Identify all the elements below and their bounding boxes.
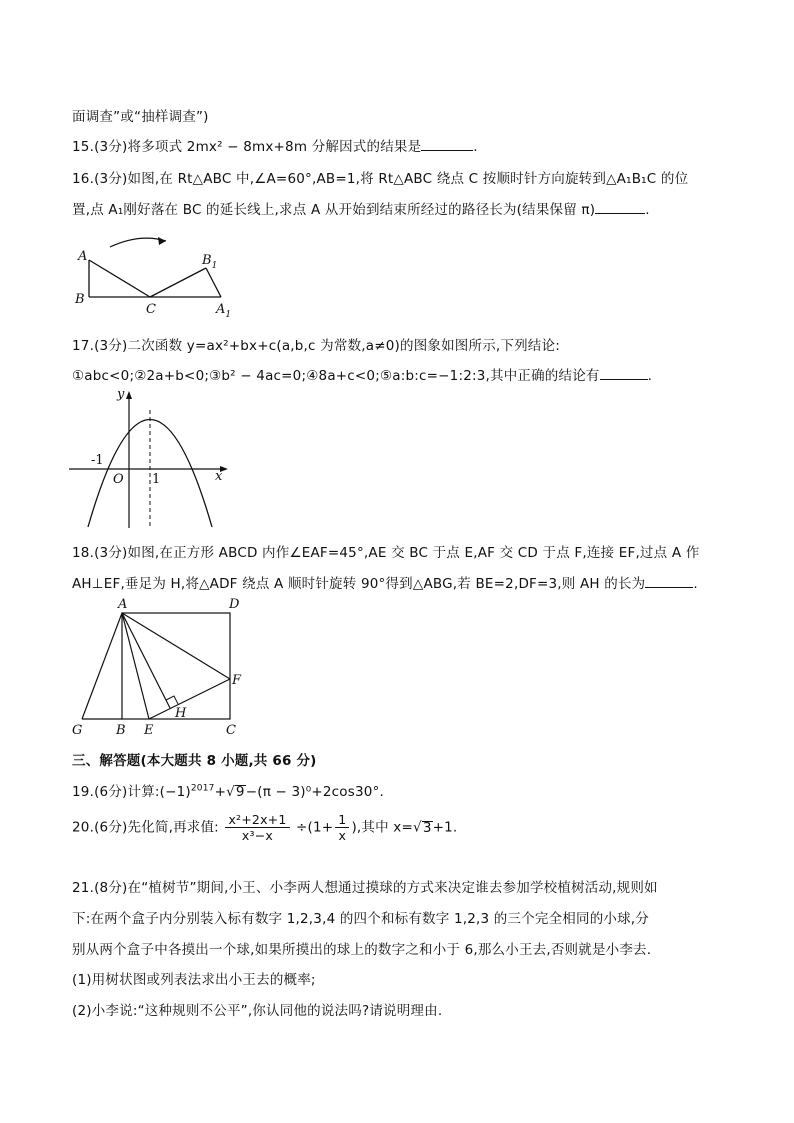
question-21-sub1: (1)用树状图或列表法求出小王去的概率; <box>72 972 316 988</box>
answer-blank <box>600 365 648 380</box>
question-21-line1: 21.(8分)在“植树节”期间,小王、小李两人想通过摸球的方式来决定谁去参加学校植树活动,规则如 <box>72 880 658 896</box>
question-21-line2: 下:在两个盒子内分别装入标有数字 1,2,3,4 的四个和标有数字 1,2,3 的三个完全相同的小球,分 <box>72 911 649 927</box>
question-19: 19.(6分)计算$:(-1)^{2017}+√9-(\pi - 3)^0+2\cos 30^\circ$. <box>72 783 385 800</box>
question-16-line1: 16.(3分)如图,在 Rt△ABC 中,∠A=60°,AB=1,将 Rt△ABC 绕点 C 按顺时针方向旋转到△A₁B₁C 的位 <box>72 171 689 187</box>
label-y: y <box>117 387 125 402</box>
label-B: B <box>75 292 85 307</box>
arrowhead-icon <box>158 237 166 245</box>
fraction-main: $\frac{\text{x²+2x+1}}{\text{x³−x}}$ <box>225 812 289 843</box>
label-E: E <box>144 723 154 738</box>
label-H: H <box>175 706 187 721</box>
question-21-line3: 别从两个盒子中各摸出一个球,如果所摸出的球上的数字之和小于 6,那么小王去,否则就是小李去. <box>72 942 652 958</box>
fraction-small: $\frac{1}{x}$ <box>335 812 349 843</box>
y-axis-arrow-icon <box>126 391 132 399</box>
question-16-line2: 置,点 A₁刚好落在 BC 的延长线上,求点 A 从开始到结束所经过的路径长为(结果保留 π) . <box>72 198 650 218</box>
question-18-line1: 18.(3分)如图,在正方形 ABCD 内作∠EAF=45°,AE 交 BC 于点 E,AF 交 CD 于点 F,连接 EF,过点 A 作 <box>72 545 700 561</box>
label-F: F <box>232 673 242 688</box>
answer-blank <box>595 199 645 214</box>
answer-blank <box>421 136 473 151</box>
rotation-arrow <box>110 238 166 247</box>
question-17-line1: 17.(3分)二次函数 y=ax²+bx+c(a,b,c 为常数,a≠0)的图象如图所示,下列结论: <box>72 338 560 354</box>
label-O: O <box>113 472 124 487</box>
question-21-sub2: (2)小李说:“这种规则不公平”,你认同他的说法吗?请说明理由. <box>72 1003 443 1019</box>
answer-blank <box>645 573 693 588</box>
label-G: G <box>72 723 83 738</box>
label-B1: $B_1$ <box>202 253 218 271</box>
label-C: C <box>146 302 156 317</box>
figure-18-square <box>68 595 253 740</box>
label-neg1: -1 <box>91 453 104 468</box>
figure-17-parabola <box>65 382 240 532</box>
label-C: C <box>226 723 236 738</box>
label-1: 1 <box>152 472 161 487</box>
question-20: 20.(6分)先化简,再求值: $\frac{\text{x²+2x+1}}{\text{x³−x}}$ ÷(1+ $\frac{1}{x}$ ),其中 x=√3+1. <box>72 812 458 843</box>
section-heading: 三、解答题(本大题共 8 小题,共 66 分) <box>72 753 317 769</box>
figure-16-rotation <box>70 225 250 320</box>
question-17-line2: ①abc<0;②2a+b<0;③b² − 4ac=0;④8a+c<0;⑤a:b:c=−1:2:3,其中正确的结论有 . <box>72 364 652 384</box>
label-A1: $A_1$ <box>216 302 232 320</box>
label-A: A <box>78 249 88 264</box>
square-ABCD <box>122 613 230 719</box>
question-15: 15.(3分)将多项式 2mx² − 8mx+8m 分解因式的结果是 . <box>72 135 478 155</box>
label-x: x <box>215 469 223 484</box>
label-D: D <box>229 597 240 612</box>
label-B: B <box>116 723 126 738</box>
text-line-continuation: 面调查”或“抽样调查”) <box>72 109 209 125</box>
question-18-line2: AH⊥EF,垂足为 H,将△ADF 绕点 A 顺时针旋转 90°得到△ABG,若 BE=2,DF=3,则 AH 的长为 . <box>72 572 698 592</box>
label-A: A <box>118 597 128 612</box>
